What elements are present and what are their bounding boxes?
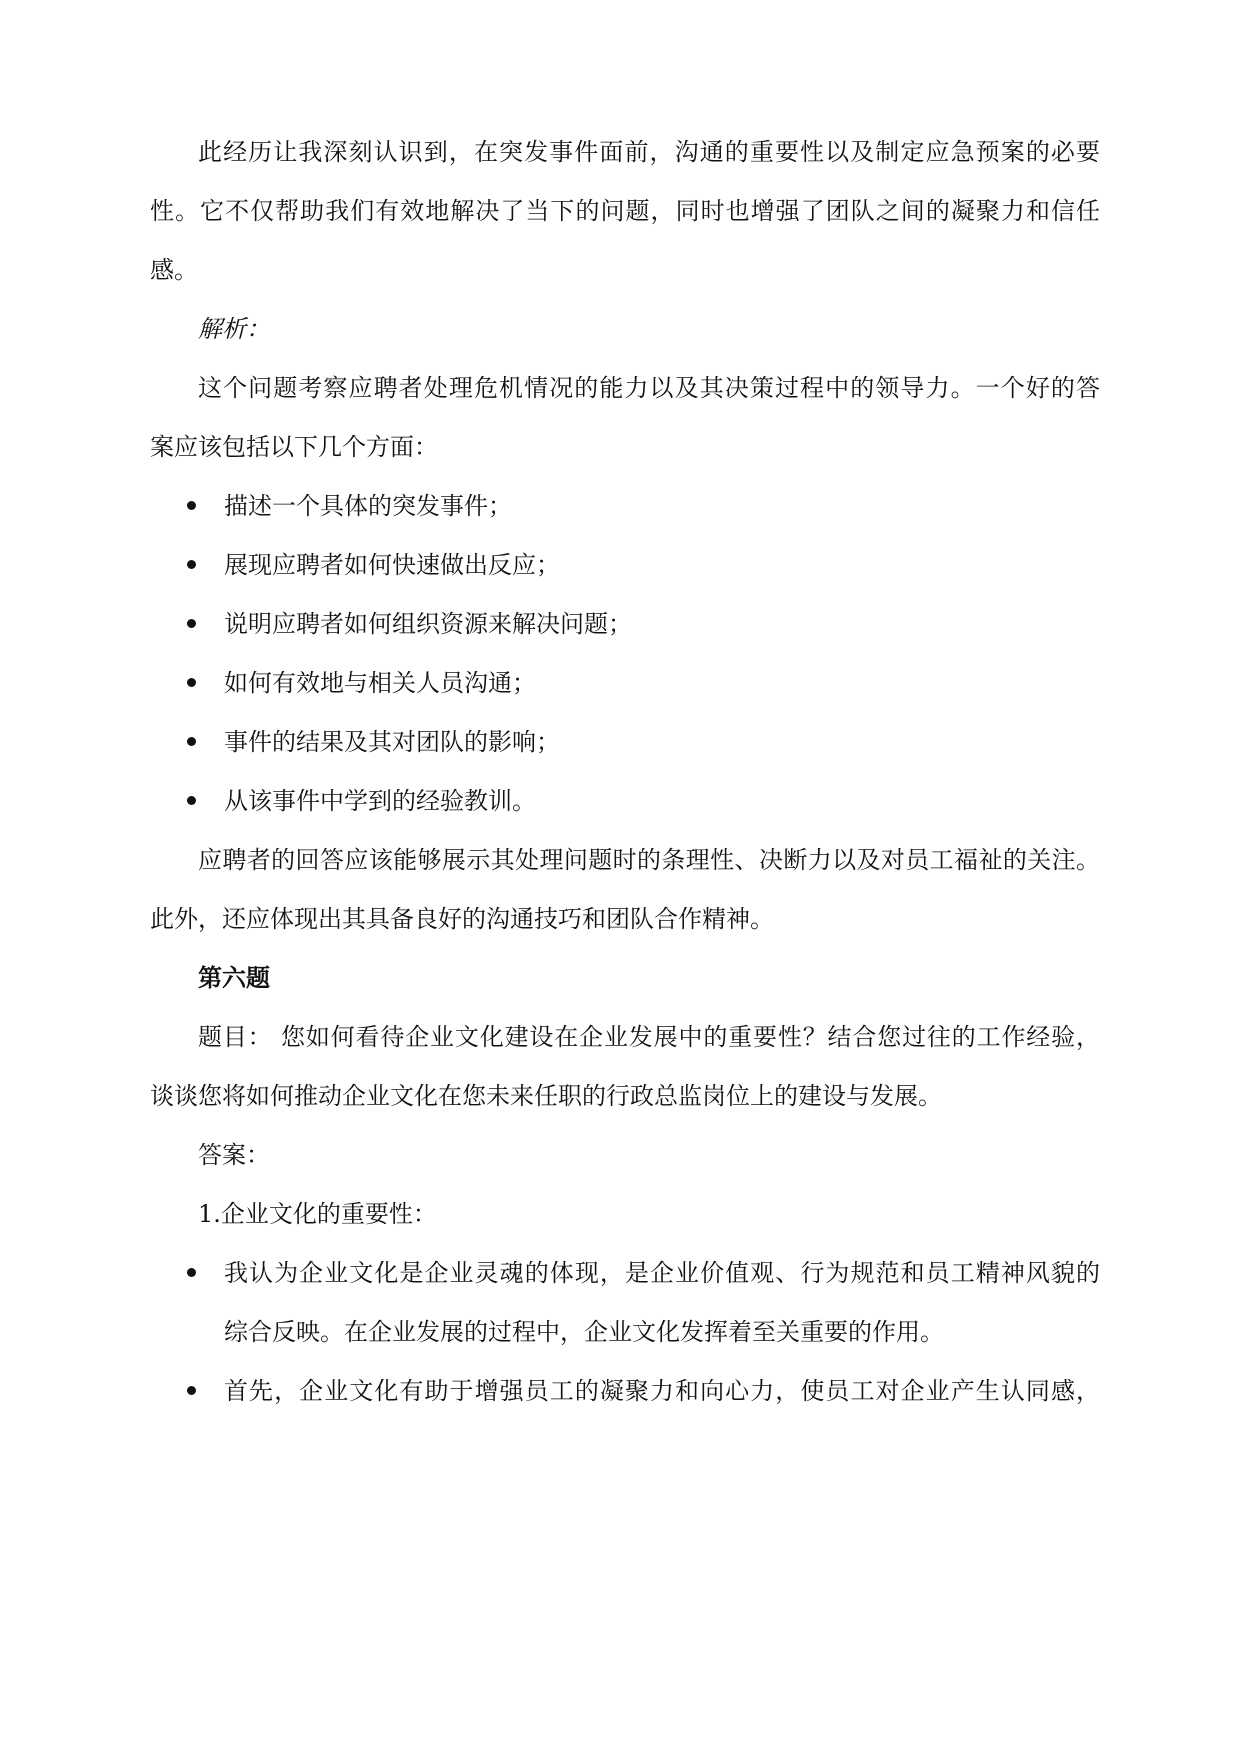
bullet-icon [187, 1268, 196, 1277]
bullet-icon [187, 619, 196, 628]
paragraph-2-line-2: 案应该包括以下几个方面： [150, 433, 438, 461]
paragraph-3-line-2: 此外，还应体现出其具备良好的沟通技巧和团队合作精神。 [150, 905, 774, 933]
list-item-text: 事件的结果及其对团队的影响； [224, 728, 560, 756]
section-1-title: 1.企业文化的重要性： [198, 1200, 437, 1228]
list-item-text: 如何有效地与相关人员沟通； [224, 669, 536, 697]
paragraph-1-line-2: 性。它不仅帮助我们有效地解决了当下的问题，同时也增强了团队之间的凝聚力和信任 [150, 197, 1100, 225]
bullet-icon [187, 678, 196, 687]
bullet-icon [187, 560, 196, 569]
paragraph-2-line-1: 这个问题考察应聘者处理危机情况的能力以及其决策过程中的领导力。一个好的答 [198, 374, 1100, 402]
bullet-icon [187, 737, 196, 746]
list-item-text: 描述一个具体的突发事件； [224, 492, 512, 520]
question-line-2: 谈谈您将如何推动企业文化在您未来任职的行政总监岗位上的建设与发展。 [150, 1082, 942, 1110]
list-item-text: 从该事件中学到的经验教训。 [224, 787, 536, 815]
paragraph-1-line-1: 此经历让我深刻认识到，在突发事件面前，沟通的重要性以及制定应急预案的必要 [198, 138, 1100, 166]
list-item-text: 说明应聘者如何组织资源来解决问题； [224, 610, 632, 638]
bullet-icon [187, 1386, 196, 1395]
bullet-icon [187, 796, 196, 805]
question-line-1: 题目： 您如何看待企业文化建设在企业发展中的重要性？结合您过往的工作经验， [198, 1023, 1100, 1051]
paragraph-3-line-1: 应聘者的回答应该能够展示其处理问题时的条理性、决断力以及对员工福祉的关注。 [198, 846, 1100, 874]
analysis-label: 解析： [198, 315, 270, 343]
paragraph-1-line-3: 感。 [150, 256, 198, 284]
list-item-text-continued: 综合反映。在企业发展的过程中，企业文化发挥着至关重要的作用。 [224, 1318, 944, 1346]
answer-label: 答案： [198, 1141, 270, 1169]
question-heading: 第六题 [198, 964, 270, 992]
list-item-text: 我认为企业文化是企业灵魂的体现，是企业价值观、行为规范和员工精神风貌的 [224, 1259, 1100, 1287]
bullet-icon [187, 501, 196, 510]
list-item-text: 首先，企业文化有助于增强员工的凝聚力和向心力，使员工对企业产生认同感， [224, 1377, 1100, 1405]
list-item-text: 展现应聘者如何快速做出反应； [224, 551, 560, 579]
